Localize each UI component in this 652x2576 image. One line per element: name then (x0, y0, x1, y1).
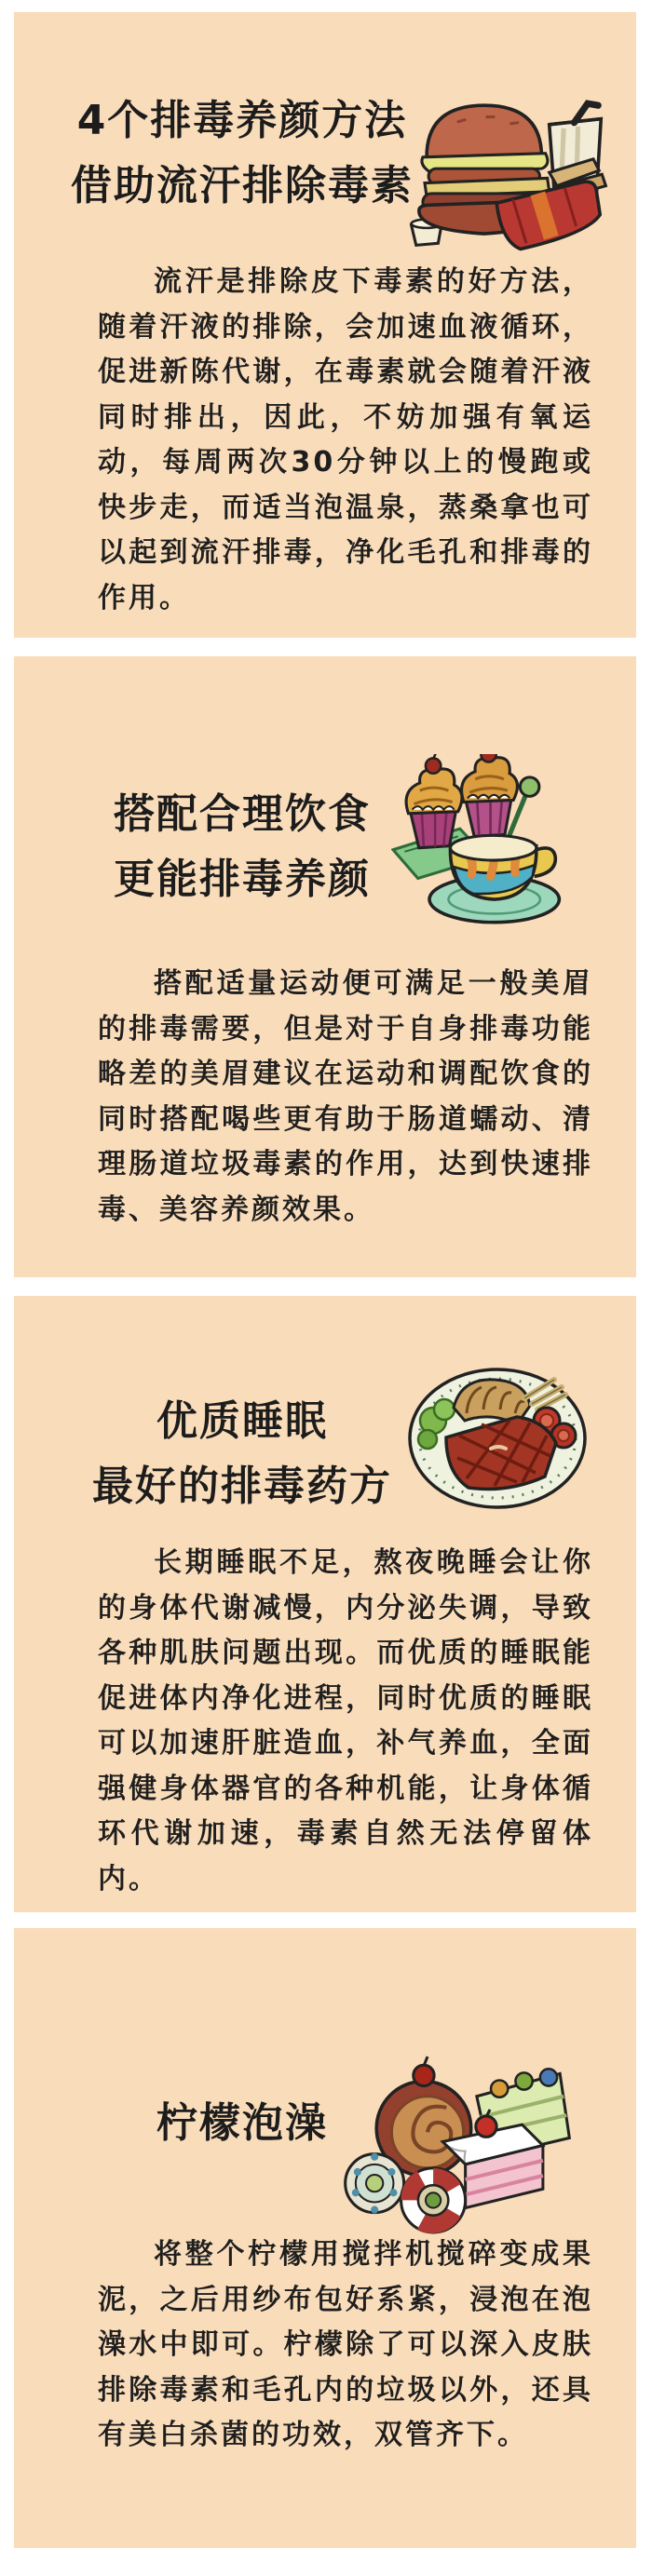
burger-drink-fries-illustration (405, 98, 612, 265)
card-title (28, 88, 456, 219)
card-title (28, 1389, 456, 1519)
steak-plate-illustration (405, 1363, 590, 1514)
cupcakes-and-tea-illustration (391, 754, 582, 926)
detox-infographic-page (0, 12, 652, 2576)
card-title-line1: 4个排毒养颜方法 (76, 97, 408, 144)
card-title-line2: 更能排毒养颜 (114, 856, 371, 903)
card-lemon-bath (14, 1928, 636, 2548)
card-body-text: 长期睡眠不足，熬夜晚睡会让你的身体代谢减慢，内分泌失调，导致各种肌肤问题出现。而优质的睡眠能促进体内净化进程，同时优质的睡眠可以加速肝脏造血，补气养血，全面强健身体器官的各种机能，让身体循环代谢加速，毒素自然无法停留体内。 (98, 1546, 593, 1895)
card-sweat-detox (14, 12, 636, 638)
card-body-text: 将整个柠檬用搅拌机搅碎变成果泥，之后用纱布包好系紧，浸泡在泡澡水中即可。柠檬除了可以深入皮肤排除毒素和毛孔内的垃圾以外，还具有美白杀菌的功效，双管齐下。 (98, 2238, 593, 2451)
card-healthy-diet (14, 656, 636, 1277)
card-body-text: 流汗是排除皮下毒素的好方法，随着汗液的排除，会加速血液循环，促进新陈代谢，在毒素就会随着汗液同时排出，因此，不妨加强有氧运动，每周两次30分钟以上的慢跑或快步走，而适当泡温泉，蒸桑拿也可以起到流汗排毒，净化毛孔和排毒的作用。 (98, 265, 593, 614)
card-quality-sleep (14, 1296, 636, 1912)
card-title-line2: 借助流汗排除毒素 (71, 162, 414, 209)
card-title-line1: 搭配合理饮食 (114, 790, 371, 838)
card-title-line1: 柠檬泡澡 (156, 2099, 328, 2147)
card-body-text: 搭配适量运动便可满足一般美眉的排毒需要，但是对于自身排毒功能略差的美眉建议在运动和调配饮食的同时搭配喝些更有助于肠道蠕动、清理肠道垃圾毒素的作用，达到快速排毒、美容养颜效果。 (98, 967, 593, 1226)
card-title-line2: 最好的排毒药方 (92, 1463, 392, 1510)
card-title-line1: 优质睡眠 (156, 1397, 328, 1445)
cakes-and-candies-illustration (335, 2051, 579, 2235)
